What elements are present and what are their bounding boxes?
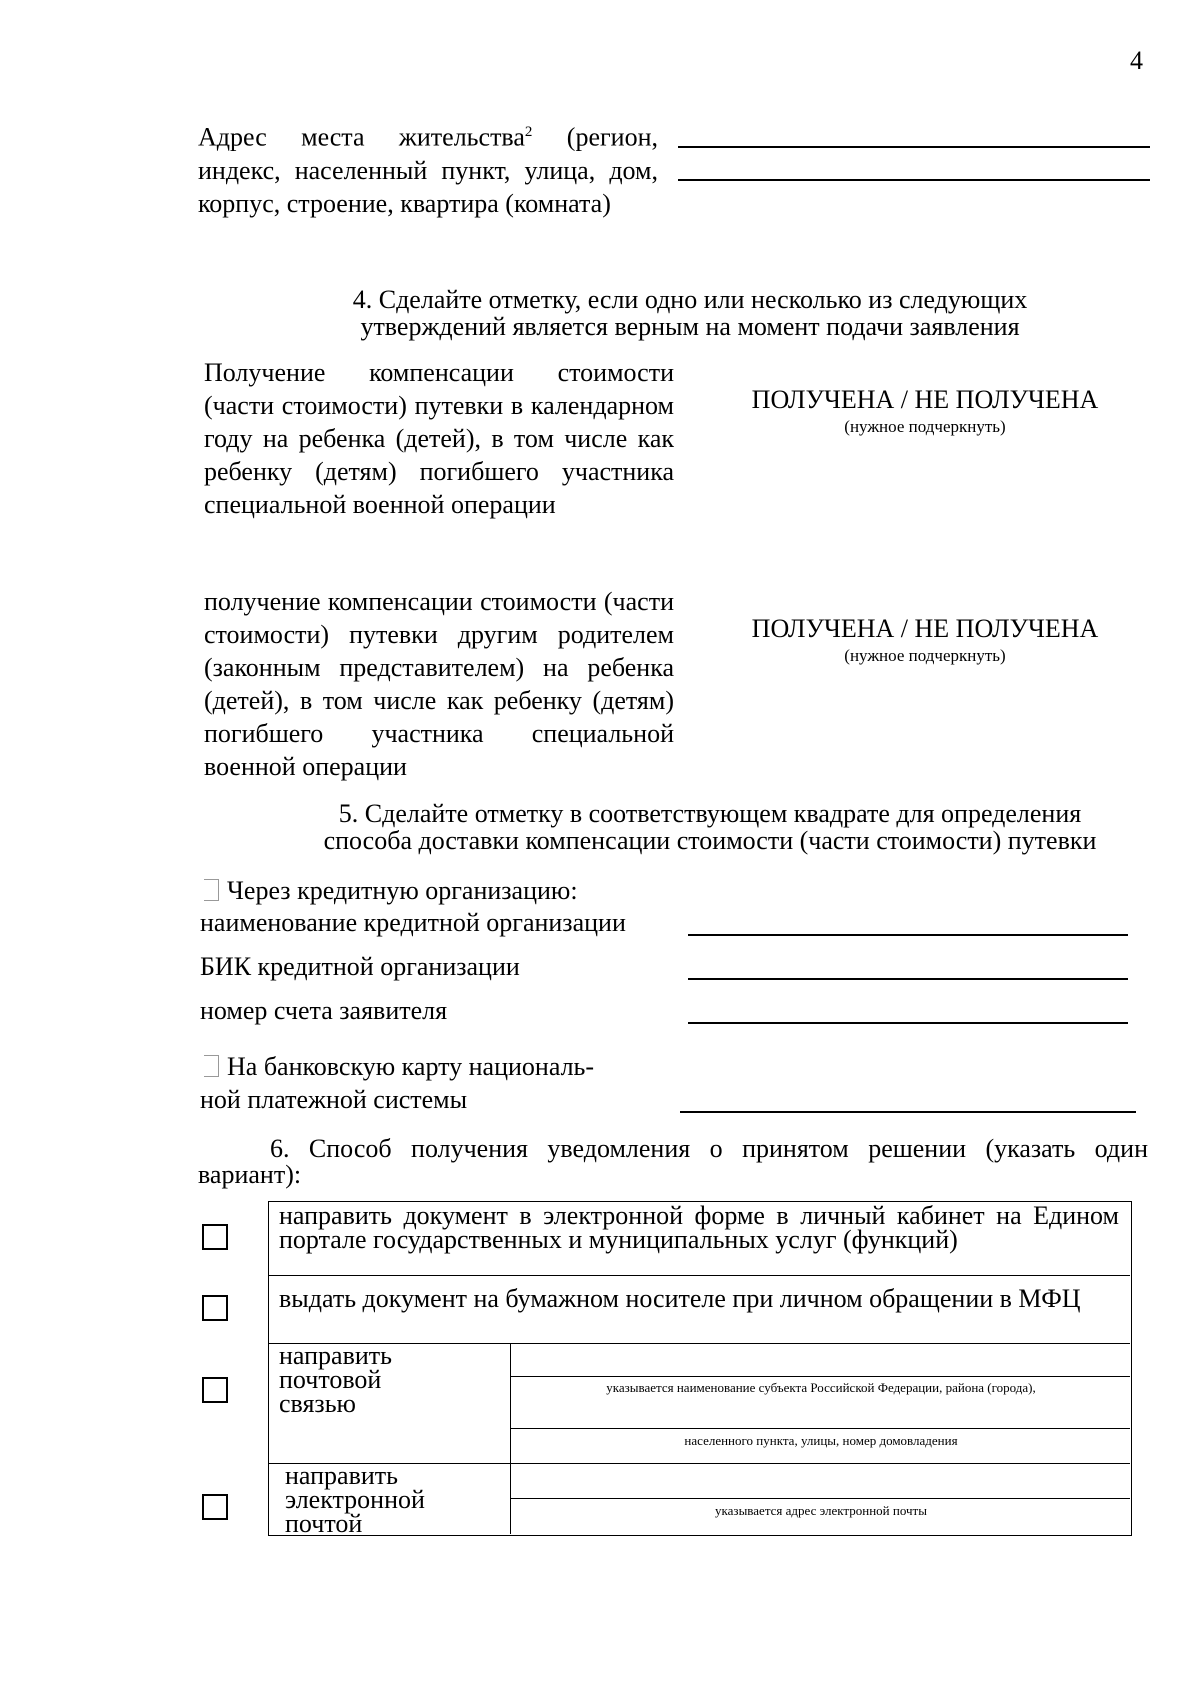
statement-1-text: Получение компенсации стоимости (части стоимости) путевки в календарном году на ребенка (детей), в том числе как ребенку (детям) погибшего участника специальной военной операции (204, 358, 674, 519)
account-field[interactable] (688, 1022, 1128, 1024)
table-rule (510, 1376, 1130, 1377)
statement-2-choice[interactable]: ПОЛУЧЕНА / НЕ ПОЛУЧЕНА (нужное подчеркнуть) (751, 614, 1099, 665)
opt-portal-text: направить документ в электронной форме в личный кабинет на Едином портале государственных и муниципальных услуг (функций) (279, 1201, 1119, 1254)
email-hint: указывается адрес электронной почты (715, 1503, 927, 1518)
table-rule (510, 1428, 1130, 1429)
opt-portal-checkbox[interactable] (202, 1224, 228, 1250)
credit-org-checkbox[interactable] (204, 879, 219, 901)
bik-field[interactable] (688, 978, 1128, 980)
card-field[interactable] (680, 1111, 1136, 1113)
card-checkbox[interactable] (204, 1055, 219, 1077)
address-field-line-2[interactable] (678, 179, 1150, 181)
post-hint-1: указывается наименование субъекта Российской Федерации, района (города), (606, 1380, 1036, 1395)
opt-post-text: направить почтовой связью (279, 1341, 392, 1418)
post-hint-2: населенного пункта, улицы, номер домовладения (684, 1433, 958, 1448)
table-rule (269, 1275, 1130, 1276)
credit-org-name-label: наименование кредитной организации (200, 908, 626, 937)
account-label: номер счета заявителя (200, 996, 448, 1025)
credit-org-name-field[interactable] (688, 934, 1128, 936)
address-label: Адрес места жительства$^2$ (регион, индекс, населенный пункт, улица, дом, корпус, строение, квартира (комната) (198, 122, 658, 218)
opt-mfc-checkbox[interactable] (202, 1295, 228, 1321)
table-rule (510, 1498, 1130, 1499)
opt-mfc-text: выдать документ на бумажном носителе при личном обращении в МФЦ (279, 1284, 1081, 1313)
opt-email-checkbox[interactable] (202, 1494, 228, 1520)
page-number: 4 (1130, 46, 1143, 75)
bik-label: БИК кредитной организации (200, 952, 520, 981)
statement-1-choice[interactable]: ПОЛУЧЕНА / НЕ ПОЛУЧЕНА (нужное подчеркнуть) (751, 385, 1099, 436)
opt-post-checkbox[interactable] (202, 1377, 228, 1403)
section4-title: 4. Сделайте отметку, если одно или несколько из следующих утверждений является верным на момент подачи заявления (352, 285, 1028, 341)
card-option[interactable]: На банковскую карту националь- (204, 1050, 594, 1083)
notification-table (268, 1201, 1132, 1536)
statement-2-text: получение компенсации стоимости (части стоимости) путевки другим родителем (законным представителем) на ребенка (детей), в том числе как ребенку (детям) погибшего участника специальной военной операции (204, 587, 674, 781)
address-field-line-1[interactable] (678, 146, 1150, 148)
card-option-cont: ной платежной системы (200, 1085, 468, 1114)
footnote-mark: 2 (524, 124, 533, 140)
section6-title: 6. Способ получения уведомления о принятом решении (указать один вариант): (198, 1134, 1148, 1189)
credit-org-option[interactable]: Через кредитную организацию: (204, 874, 578, 907)
section5-title: 5. Сделайте отметку в соответствующем квадрате для определения способа доставки компенсации стоимости (части стоимости) путевки (323, 799, 1097, 855)
opt-email-text: направить электронной почтой (285, 1461, 425, 1538)
